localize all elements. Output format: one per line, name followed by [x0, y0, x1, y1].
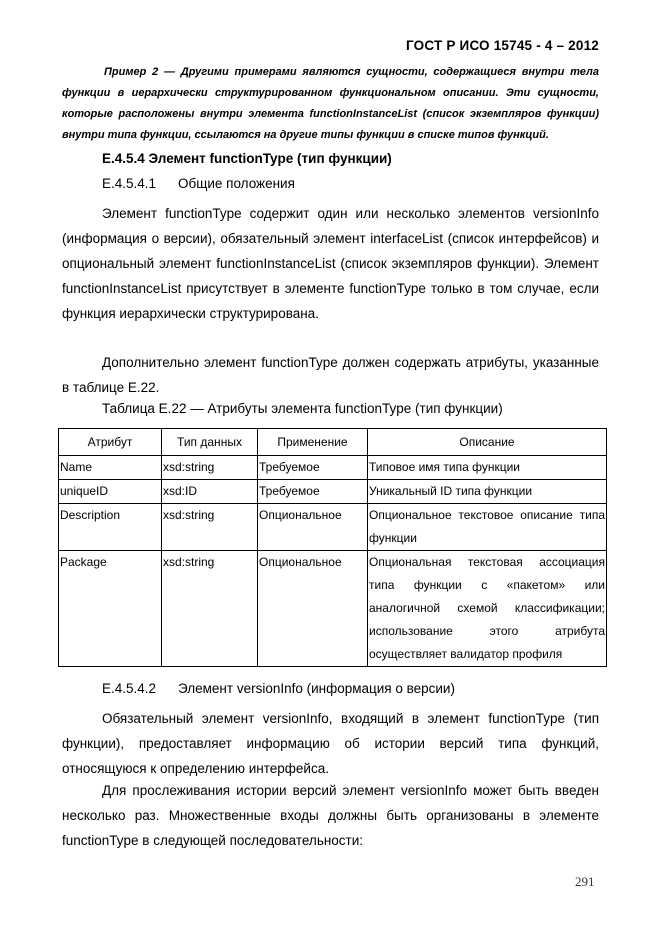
cell-attribute: Package: [59, 551, 162, 667]
subsection-2-title: Элемент versionInfo (информация о версии): [178, 681, 455, 696]
example-text: Пример 2 — Другими примерами являются сущности, содержащиеся внутри тела функции в иерархически структурированном функциональном описании. Эти сущности, которые расположены внутри элемента functionInstanceList (список экземпляров функции) внутри типа функции, ссылаются на другие типы функции в списке типов функций.: [62, 66, 599, 141]
column-header: Описание: [368, 429, 607, 456]
subsection-2: [102, 681, 455, 696]
subsection-1-title: Общие положения: [178, 176, 295, 191]
cell-description: Опциональное текстовое описание типа функции: [368, 504, 607, 551]
table-row: [59, 456, 607, 480]
table-header-row: [59, 429, 607, 456]
subsection-1: [102, 176, 295, 191]
example-note: [62, 62, 599, 146]
subsection-2-number: E.4.5.4.2: [102, 681, 157, 696]
cell-attribute: uniqueID: [59, 480, 162, 504]
standard-header: ГОСТ Р ИСО 15745 - 4 – 2012: [406, 38, 599, 53]
section-heading: E.4.5.4 Элемент functionType (тип функции): [102, 151, 392, 166]
paragraph-2: Дополнительно элемент functionType должен содержать атрибуты, указанные в таблице E.22.: [62, 355, 599, 395]
cell-datatype: xsd:string: [162, 504, 258, 551]
cell-attribute: Name: [59, 456, 162, 480]
cell-description: Опциональная текстовая ассоциация типа функции с «пакетом» или аналогичной схемой классификации; использование этого атрибута осуществляет валидатор профиля: [368, 551, 607, 667]
column-header: Атрибут: [59, 429, 162, 456]
cell-usage: Опциональное: [258, 551, 368, 667]
column-header: Применение: [258, 429, 368, 456]
cell-description: Типовое имя типа функции: [368, 456, 607, 480]
subsection-1-number: E.4.5.4.1: [102, 176, 157, 191]
cell-usage: Требуемое: [258, 480, 368, 504]
cell-datatype: xsd:string: [162, 456, 258, 480]
cell-attribute: Description: [59, 504, 162, 551]
attributes-table: [58, 428, 607, 667]
table-row: [59, 551, 607, 667]
cell-description: Уникальный ID типа функции: [368, 480, 607, 504]
page-number: 291: [575, 874, 595, 889]
paragraph-4: Для прослеживания истории версий элемент versionInfo может быть введен несколько раз. Множественные входы должны быть организованы в элементе functionType в следующей последовательности:: [62, 783, 599, 848]
table-row: [59, 504, 607, 551]
column-header: Тип данных: [162, 429, 258, 456]
table-caption: Таблица E.22 — Атрибуты элемента functionType (тип функции): [102, 401, 503, 416]
cell-usage: Опциональное: [258, 504, 368, 551]
cell-datatype: xsd:string: [162, 551, 258, 667]
cell-datatype: xsd:ID: [162, 480, 258, 504]
cell-usage: Требуемое: [258, 456, 368, 480]
table-row: [59, 480, 607, 504]
paragraph-1: Элемент functionType содержит один или несколько элементов versionInfo (информация о версии), обязательный элемент interfaceList (список интерфейсов) и опциональный элемент functionInstanceList (список экземпляров функции). Элемент functionInstanceList присутствует в элементе functionType только в том случае, если функция иерархически структурирована.: [62, 206, 599, 321]
paragraph-3: Обязательный элемент versionInfo, входящий в элемент functionType (тип функции), предоставляет информацию об истории версий типа функций, относящуюся к определению интерфейса.: [62, 711, 599, 776]
